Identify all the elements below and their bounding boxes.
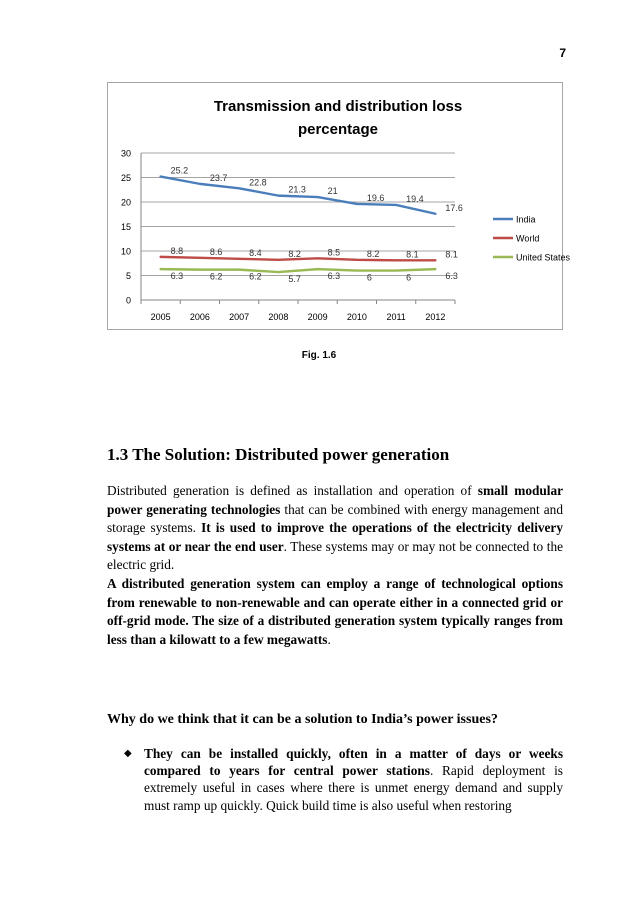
data-point	[160, 176, 162, 178]
data-point	[199, 183, 201, 185]
data-point	[317, 258, 319, 260]
series-line-india	[161, 177, 436, 214]
data-point	[278, 271, 280, 273]
data-label: 8.2	[288, 248, 301, 259]
data-label: 6	[366, 272, 372, 283]
data-point	[317, 268, 319, 270]
data-label: 8.8	[170, 245, 184, 256]
section-heading: 1.3 The Solution: Distributed power generation	[107, 445, 450, 464]
data-label: 6.3	[445, 271, 458, 282]
data-label: 6.3	[170, 271, 184, 282]
y-tick-label: 10	[120, 246, 131, 257]
data-label: 8.2	[366, 248, 380, 259]
y-tick-label: 5	[125, 271, 131, 281]
data-point	[160, 268, 162, 270]
para2-text: A distributed generation system can employ a range of technological options from renewable to non-renewable and can operate either in a connected grid or off-grid mode. The size of a distributed generation system typically ranges from less than a kilowatt to a few megawatts	[107, 576, 563, 647]
data-point	[395, 260, 397, 262]
data-point	[238, 187, 240, 189]
data-label: 23.7	[209, 172, 228, 183]
data-label: 8.4	[249, 247, 262, 258]
x-tick-label: 2005	[150, 312, 171, 322]
x-tick-label: 2008	[268, 312, 289, 322]
bullet-bold-text: They can be installed quickly, often in a matter of days or weeks compared to years for central power stations	[144, 746, 563, 779]
data-point	[317, 196, 319, 198]
para1-bold-2: It is used to improve the operations of the electricity delivery systems at or near the end user	[107, 520, 563, 554]
y-tick-label: 0	[125, 295, 131, 306]
y-tick-label: 15	[120, 222, 131, 232]
x-tick-label: 2011	[386, 312, 406, 322]
data-point	[278, 259, 280, 261]
data-label: 8.6	[209, 246, 223, 257]
x-tick-label: 2007	[229, 312, 250, 322]
chart-title-line-2: percentage	[297, 121, 379, 138]
data-point	[395, 204, 397, 206]
x-tick-label: 2006	[189, 312, 210, 322]
data-point	[160, 256, 162, 258]
data-point	[356, 203, 358, 205]
para1-text-1: Distributed generation is defined as installation and operation of	[107, 483, 478, 498]
data-point	[356, 270, 358, 272]
data-point	[238, 258, 240, 260]
data-point	[435, 213, 437, 215]
legend-label: United States	[516, 252, 571, 263]
data-point	[435, 260, 437, 262]
y-tick-label: 25	[120, 173, 131, 183]
data-label: 6.3	[327, 271, 341, 282]
chart-title-line-1: Transmission and distribution loss	[213, 98, 463, 115]
para1-bold-1: small modular power generating technologies	[107, 483, 564, 517]
data-point	[395, 270, 397, 272]
chart-container	[107, 82, 571, 330]
data-point	[356, 259, 358, 261]
page-number: 7	[559, 46, 566, 60]
diamond-bullet-icon: ◆	[124, 748, 132, 759]
question-heading: Why do we think that it can be a solution to India’s power issues?	[107, 712, 498, 727]
series-line-united-states	[161, 269, 436, 272]
chart-legend	[493, 215, 571, 263]
data-label: 6	[406, 272, 412, 283]
data-label: 8.5	[327, 247, 341, 258]
data-label: 21.3	[288, 184, 306, 195]
data-label: 25.2	[170, 165, 189, 176]
x-tick-label: 2010	[346, 312, 367, 322]
para1-text-2: that can be combined with energy management and storage systems.	[107, 501, 563, 535]
data-point	[435, 268, 437, 270]
data-label: 19.6	[366, 192, 385, 203]
data-label: 21	[327, 186, 338, 197]
x-tick-label: 2012	[425, 312, 446, 322]
data-label: 17.6	[445, 202, 463, 213]
data-label: 6.2	[249, 271, 262, 282]
data-label: 22.8	[249, 177, 267, 188]
y-tick-label: 20	[120, 197, 131, 208]
y-tick-label: 30	[120, 148, 131, 159]
list-item	[122, 745, 563, 814]
figure-caption: Fig. 1.6	[301, 350, 337, 361]
data-label: 8.1	[445, 249, 458, 260]
line-chart	[108, 83, 571, 331]
para2-end: .	[327, 631, 331, 647]
bullet-list	[122, 745, 563, 814]
data-label: 19.4	[406, 193, 424, 204]
legend-label: World	[516, 233, 540, 244]
para1-text-3: . These systems may or may not be connected to the electric grid.	[107, 538, 564, 572]
data-label-layer	[171, 166, 463, 285]
paragraph-distributed-generation-definition	[107, 482, 563, 575]
paragraph-system-options	[107, 575, 563, 649]
data-label: 8.1	[406, 249, 419, 260]
x-tick-label: 2009	[307, 312, 328, 322]
legend-label: India	[516, 214, 536, 225]
bullet-text: . Rapid deployment is extremely useful in cases where there is unmet energy demand and supply must ramp up quickly. Quick build time is also useful when restoring	[144, 763, 563, 813]
data-label: 5.7	[288, 274, 301, 285]
data-label: 6.2	[209, 271, 223, 282]
data-point	[199, 269, 201, 271]
data-point	[199, 257, 201, 259]
data-point	[238, 269, 240, 271]
data-point	[278, 195, 280, 197]
